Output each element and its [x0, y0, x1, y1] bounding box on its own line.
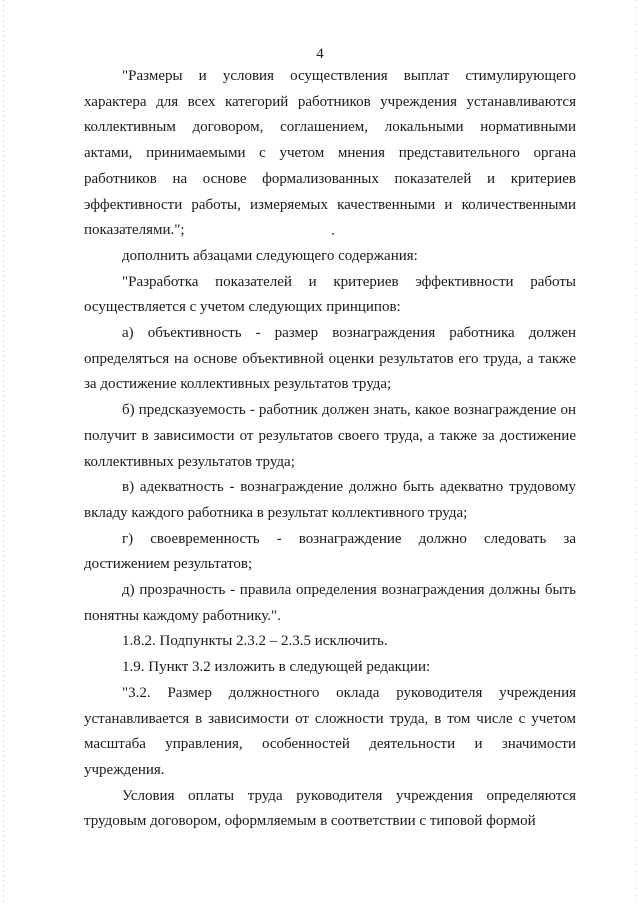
- document-body: [84, 64, 576, 835]
- paragraph-supplement-intro: дополнить абзацами следующего содержания:: [122, 247, 418, 264]
- paragraph-stimulating-payments: "Размеры и условия осуществления выплат стимулирующего характера для всех категорий работников учреждения устанавливаются коллективным договором, соглашением, локальными нормативными актами, принимаемыми с учетом мнения представительного органа работников на основе формализованных показателей и критериев эффективности работы, измеряемых качественными и количественными показателями.";: [84, 68, 576, 239]
- paragraph-principle-timeliness: г) своевременность - вознаграждение должно следовать за достижением результатов;: [84, 530, 576, 573]
- paragraph-labor-conditions: Условия оплаты труда руководителя учреждения определяются трудовым договором, оформляемым в соответствии с типовой формой: [84, 787, 576, 830]
- scan-edge-left: [3, 0, 4, 905]
- paragraph-principles-intro: "Разработка показателей и критериев эффективности работы осуществляется с учетом следующих принципов:: [84, 273, 576, 316]
- paragraph-item-1-8-2: 1.8.2. Подпункты 2.3.2 – 2.3.5 исключить.: [122, 633, 388, 650]
- paragraph-principle-adequacy: в) адекватность - вознаграждение должно быть адекватно трудовому вкладу каждого работника в результат коллективного труда;: [84, 479, 576, 521]
- paragraph-principle-objectivity: а) объективность - размер вознаграждения работника должен определяться на основе объективной оценки результатов его труда, а также за достижение коллективных результатов труда;: [84, 325, 576, 393]
- paragraph-item-1-9: 1.9. Пункт 3.2 изложить в следующей редакции:: [122, 659, 431, 676]
- scan-speck: [332, 233, 334, 235]
- paragraph-principle-predictability: б) предсказуемость - работник должен знать, какое вознаграждение он получит в зависимости от результатов своего труда, а также за достижение коллективных результатов труда;: [84, 402, 576, 470]
- page-number: 4: [316, 46, 324, 62]
- paragraph-clause-3-2: "3.2. Размер должностного оклада руководителя учреждения устанавливается в зависимости от сложности труда, в том числе с учетом масштаба управления, особенностей деятельности и значимости учреждения.: [84, 684, 576, 778]
- scan-edge-right: [635, 0, 636, 905]
- paragraph-principle-transparency: д) прозрачность - правила определения вознаграждения должны быть понятны каждому работнику.".: [84, 582, 576, 624]
